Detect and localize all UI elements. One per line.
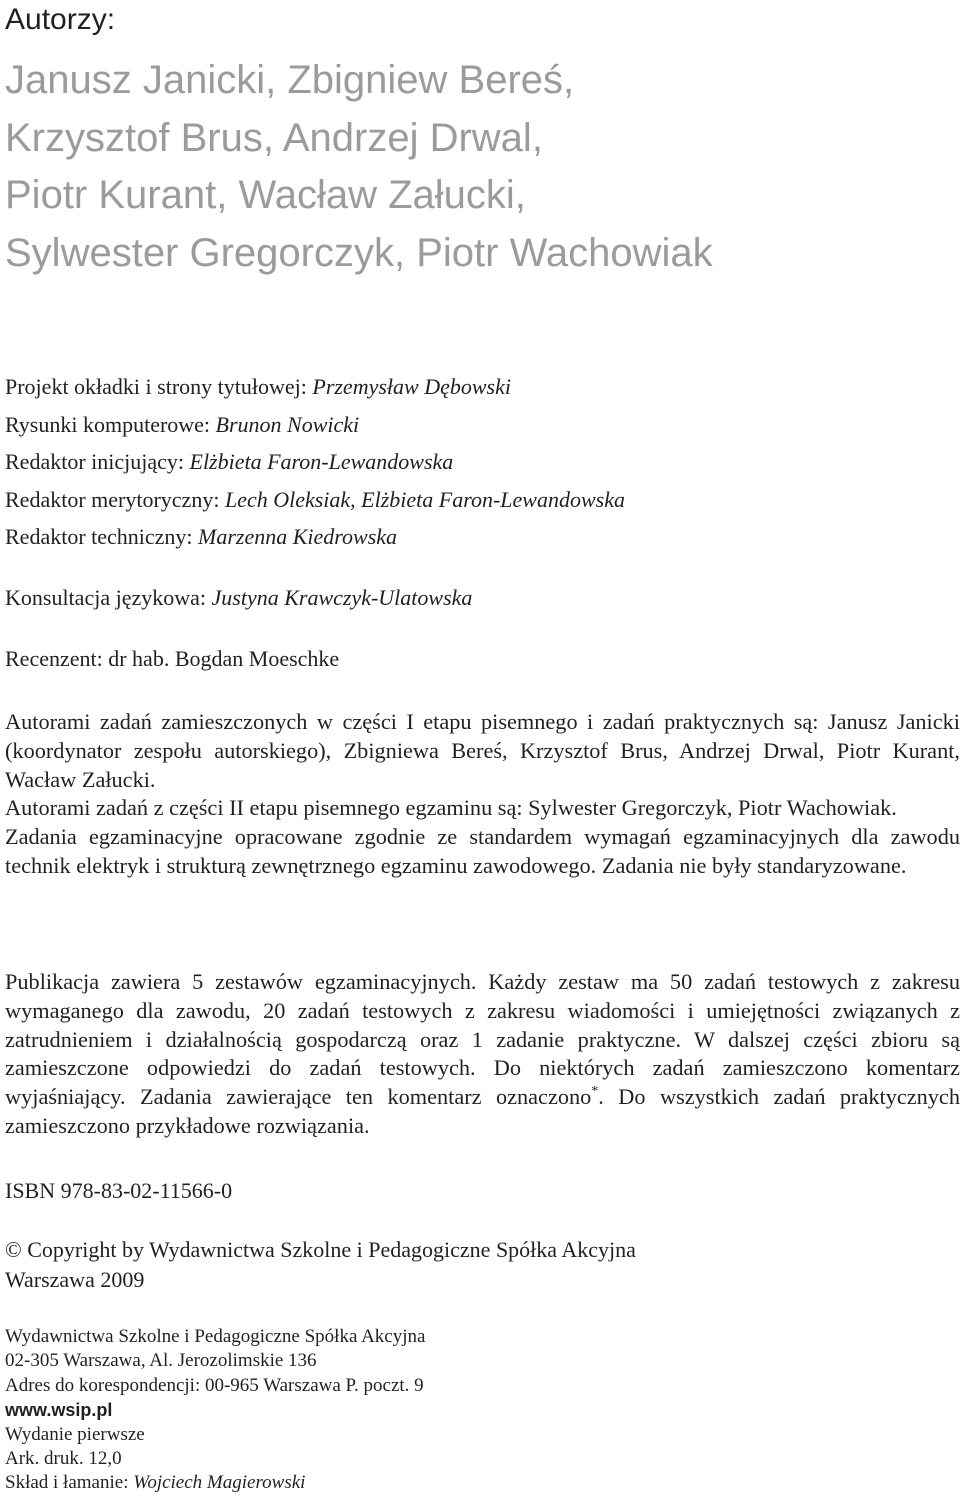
- credit-content-editor: [5, 481, 625, 519]
- print-sheets: Ark. druk. 12,0: [5, 1448, 122, 1470]
- credits-list: [5, 368, 625, 556]
- authors-heading: Autorzy:: [5, 3, 116, 36]
- authors-line: Sylwester Gregorczyk, Piotr Wachowiak: [5, 230, 713, 275]
- credit-label: Redaktor inicjujący:: [5, 449, 190, 474]
- paragraph-text: . Do wszystkich zadań praktycznych zamieszczono przykładowe rozwiązania.: [5, 1084, 960, 1138]
- typesetting-value: Wojciech Magierowski: [133, 1472, 306, 1494]
- authors-names: [5, 52, 713, 282]
- credit-value: Przemysław Dębowski: [312, 374, 511, 399]
- copyright-line: Warszawa 2009: [5, 1267, 145, 1292]
- credit-initiating-editor: [5, 443, 625, 481]
- authors-line: Janusz Janicki, Zbigniew Bereś,: [5, 58, 575, 102]
- consultation-label: Konsultacja językowa:: [5, 585, 212, 610]
- publication-page: [5, 0, 960, 1508]
- credit-label: Redaktor merytoryczny:: [5, 486, 225, 512]
- credit-value: Elżbieta Faron-Lewandowska: [189, 449, 454, 474]
- credit-cover-design: [5, 368, 625, 406]
- credit-computer-drawings: [5, 406, 625, 444]
- correspondence-address: Adres do korespondencji: 00-965 Warszawa P. poczt. 9: [5, 1374, 424, 1396]
- paragraph-text: Publikacja zawiera 5 zestawów egzaminacyjnych. Każdy zestaw ma 50 zadań testowych z zakresu wymaganego dla zawodu, 20 zadań testowych z zakresu wiadomości i umiejętności związanych z zatrudnieniem i działalnością gospodarczą oraz 1 zadanie praktyczne. W dalszej części zbioru są zamieszczone odpowiedzi do zadań testowych. Do niektórych zadań zamieszczono komentarz wyjaśniający. Zadania zawierające ten komentarz oznaczono: [5, 969, 960, 1110]
- asterisk-marker: *: [591, 1084, 599, 1100]
- copyright: [5, 1235, 636, 1295]
- copyright-line: © Copyright by Wydawnictwa Szkolne i Pedagogiczne Spółka Akcyjna: [5, 1237, 636, 1262]
- paragraph-line: Autorami zadań zamieszczonych w części I etapu pisemnego i zadań praktycznych są: Janusz Janicki (koordynator zespołu autorskiego), Zbigniewa Bereś, Krzysztof Brus, Andrzej Drwal, Piotr Kurant, Wacław Załucki.: [5, 709, 960, 792]
- paragraph-line: Autorami zadań z części II etapu pisemnego egzaminu są: Sylwester Gregorczyk, Piotr Wachowiak.: [5, 795, 897, 821]
- publisher-name: Wydawnictwa Szkolne i Pedagogiczne Spółka Akcyjna: [5, 1326, 426, 1347]
- credit-label: Rysunki komputerowe:: [5, 411, 216, 437]
- reviewer: Recenzent: dr hab. Bogdan Moeschke: [5, 646, 340, 671]
- credit-value: Marzenna Kiedrowska: [198, 524, 398, 549]
- credit-label: Projekt okładki i strony tytułowej:: [5, 374, 313, 399]
- authorship-paragraph: [5, 708, 960, 881]
- authors-line: Krzysztof Brus, Andrzej Drwal,: [5, 115, 543, 160]
- credit-label: Redaktor techniczny:: [5, 524, 199, 549]
- credit-value: Brunon Nowicki: [215, 411, 360, 437]
- isbn: ISBN 978-83-02-11566-0: [5, 1178, 233, 1203]
- website-link[interactable]: www.wsip.pl: [5, 1400, 113, 1421]
- publication-description: [5, 968, 960, 1141]
- paragraph-line: Zadania egzaminacyjne opracowane zgodnie ze standardem wymagań egzaminacyjnych dla zawodu technik elektryk i strukturą zewnętrznego egzaminu zawodowego. Zadania nie były standaryzowane.: [5, 824, 960, 878]
- paragraph: [5, 968, 960, 1141]
- typesetting-credit: [5, 1471, 425, 1495]
- credit-technical-editor: [5, 518, 625, 556]
- publisher-address: 02-305 Warszawa, Al. Jerozolimskie 136: [5, 1350, 317, 1372]
- language-consultation: [5, 580, 472, 616]
- imprint: [5, 1325, 425, 1496]
- consultation-value: Justyna Krawczyk-Ulatowska: [211, 585, 473, 610]
- edition: Wydanie pierwsze: [5, 1423, 145, 1445]
- credit-value: Lech Oleksiak, Elżbieta Faron-Lewandowska: [224, 486, 625, 512]
- authors-line: Piotr Kurant, Wacław Załucki,: [5, 173, 526, 217]
- typesetting-label: Skład i łamanie:: [5, 1472, 134, 1494]
